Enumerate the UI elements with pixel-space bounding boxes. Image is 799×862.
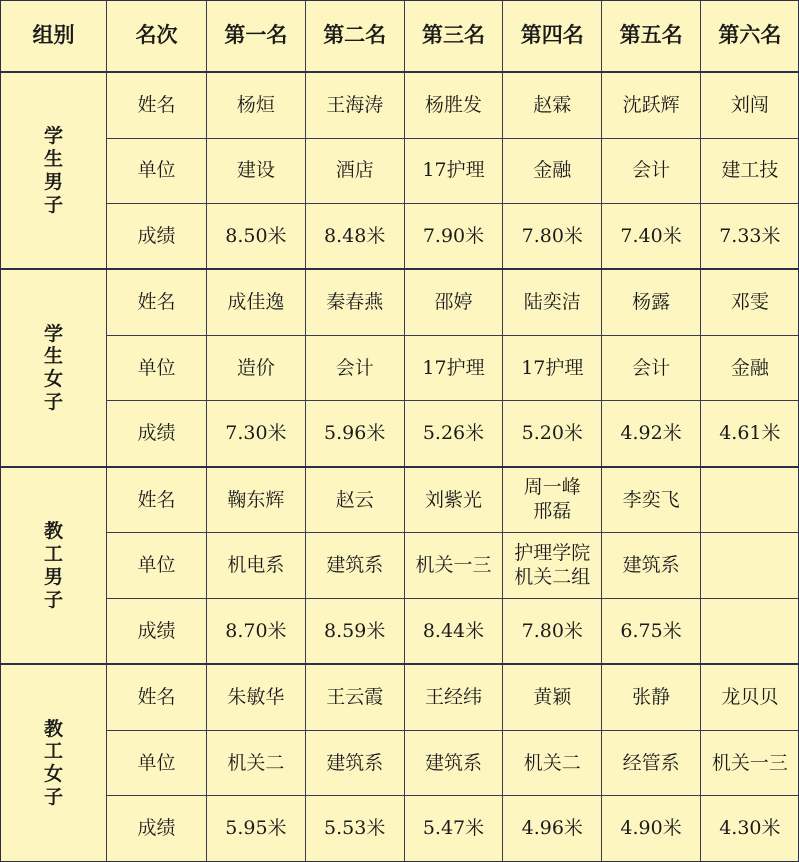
unit-cell: 17护理 [503,335,602,400]
name-cell: 杨胜发 [404,72,503,138]
group-title: 教工女子 [43,717,63,809]
name-line-1: 周一峰 [523,476,581,499]
unit-cell: 会计 [305,335,404,400]
score-cell [700,598,799,664]
rank-5-header: 第五名 [602,1,701,73]
unit-cell: 机关一三 [404,533,503,598]
name-cell: 王云霞 [305,664,404,730]
score-cell: 5.53米 [305,796,404,862]
group-header: 组别 [1,1,107,73]
table-row [1,598,799,664]
rank-4-header: 第四名 [503,1,602,73]
rank-6-header: 第六名 [700,1,799,73]
score-cell: 7.40米 [602,203,701,269]
field-label-name: 姓名 [107,664,207,730]
score-cell: 4.30米 [700,796,799,862]
unit-cell: 建筑系 [305,533,404,598]
name-cell: 沈跃辉 [602,72,701,138]
score-cell: 6.75米 [602,598,701,664]
table-row [1,335,799,400]
unit-line-2: 机关二组 [514,565,591,588]
score-cell: 5.47米 [404,796,503,862]
name-cell [503,467,602,533]
name-cell: 杨烜 [207,72,306,138]
group-title-cell [1,269,107,466]
name-two-line [524,476,581,524]
unit-cell: 酒店 [305,138,404,203]
score-cell: 5.20米 [503,401,602,467]
unit-line-1: 护理学院 [514,541,591,564]
score-cell: 4.96米 [503,796,602,862]
score-cell: 7.30米 [207,401,306,467]
name-cell: 秦春燕 [305,269,404,335]
name-cell: 王经纬 [404,664,503,730]
name-cell: 邓雯 [700,269,799,335]
field-label-unit: 单位 [107,138,207,203]
table-row [1,138,799,203]
unit-cell: 建筑系 [305,730,404,795]
field-label-score: 成绩 [107,598,207,664]
name-cell: 黄颖 [503,664,602,730]
field-label-unit: 单位 [107,730,207,795]
score-cell: 4.92米 [602,401,701,467]
unit-cell: 建工技 [700,138,799,203]
group-title: 学生男子 [43,125,63,216]
name-cell: 赵霖 [503,72,602,138]
rank-2-header: 第二名 [305,1,404,73]
unit-cell: 17护理 [404,335,503,400]
group-title-cell [1,72,107,269]
unit-cell [700,533,799,598]
table-row [1,533,799,598]
unit-cell: 会计 [602,335,701,400]
name-cell: 邵婷 [404,269,503,335]
score-cell: 8.50米 [207,203,306,269]
unit-cell: 机关二 [207,730,306,795]
name-cell: 成佳逸 [207,269,306,335]
unit-cell: 造价 [207,335,306,400]
unit-cell: 建设 [207,138,306,203]
name-cell: 刘闯 [700,72,799,138]
unit-cell: 机关二 [503,730,602,795]
table-row [1,796,799,862]
field-label-unit: 单位 [107,533,207,598]
unit-cell: 建筑系 [404,730,503,795]
rank-1-header: 第一名 [207,1,306,73]
score-cell: 8.70米 [207,598,306,664]
unit-cell: 机关一三 [700,730,799,795]
rank-header: 名次 [107,1,207,73]
table-body [1,72,799,862]
field-label-name: 姓名 [107,269,207,335]
name-cell: 龙贝贝 [700,664,799,730]
name-line-2: 邢磊 [533,500,572,523]
score-cell: 7.80米 [503,598,602,664]
table-row [1,467,799,533]
score-cell: 8.44米 [404,598,503,664]
unit-cell: 会计 [602,138,701,203]
header-row [1,1,799,73]
name-cell: 陆奕洁 [503,269,602,335]
score-cell: 7.80米 [503,203,602,269]
unit-cell [503,533,602,598]
field-label-score: 成绩 [107,401,207,467]
unit-cell: 金融 [700,335,799,400]
field-label-score: 成绩 [107,203,207,269]
score-cell: 5.26米 [404,401,503,467]
score-cell: 8.59米 [305,598,404,664]
name-cell: 朱敏华 [207,664,306,730]
table-row [1,664,799,730]
score-cell: 8.48米 [305,203,404,269]
group-title: 学生女子 [43,322,63,414]
name-cell: 张静 [602,664,701,730]
unit-cell: 17护理 [404,138,503,203]
score-cell: 4.61米 [700,401,799,467]
field-label-unit: 单位 [107,335,207,400]
table-row [1,203,799,269]
name-cell: 王海涛 [305,72,404,138]
name-cell: 鞠东辉 [207,467,306,533]
score-cell: 7.33米 [700,203,799,269]
score-cell: 5.96米 [305,401,404,467]
name-cell [700,467,799,533]
group-title-cell [1,467,107,664]
unit-cell: 建筑系 [602,533,701,598]
rank-3-header: 第三名 [404,1,503,73]
field-label-name: 姓名 [107,72,207,138]
table-row [1,401,799,467]
table-row [1,730,799,795]
name-cell: 刘紫光 [404,467,503,533]
name-cell: 李奕飞 [602,467,701,533]
name-cell: 杨露 [602,269,701,335]
field-label-score: 成绩 [107,796,207,862]
unit-cell: 经管系 [602,730,701,795]
group-title-cell [1,664,107,861]
group-title: 教工男子 [43,520,63,611]
unit-cell: 金融 [503,138,602,203]
score-cell: 4.90米 [602,796,701,862]
table-row [1,269,799,335]
name-cell: 赵云 [305,467,404,533]
unit-two-line [514,542,590,590]
unit-cell: 机电系 [207,533,306,598]
score-cell: 7.90米 [404,203,503,269]
table-row [1,72,799,138]
score-cell: 5.95米 [207,796,306,862]
field-label-name: 姓名 [107,467,207,533]
